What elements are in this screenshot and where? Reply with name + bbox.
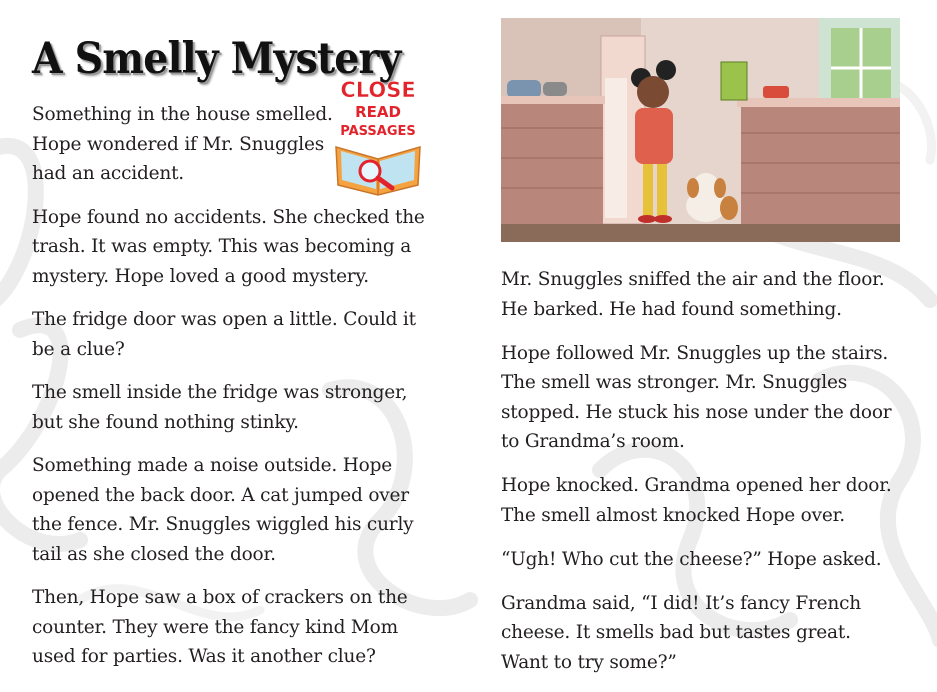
- kitchen-illustration: [501, 18, 900, 242]
- story-paragraph: Something in the house smelled. Hope wondered if Mr. Snuggles had an accident.: [32, 104, 333, 184]
- story-paragraph: Mr. Snuggles sniffed the air and the floor. He barked. He had found something.: [501, 269, 885, 320]
- story-paragraph: Hope found no accidents. She checked the trash. It was empty. This was becoming a mystery. Hope loved a good mystery.: [32, 206, 425, 287]
- story-paragraph: Hope followed Mr. Snuggles up the stairs. The smell was stronger. Mr. Snuggles stopped. He stuck his nose under the door to Grandma’s room.: [501, 342, 892, 452]
- badge-line-close: CLOSE: [340, 78, 416, 102]
- story-paragraph: “Ugh! Who cut the cheese?” Hope asked.: [501, 548, 882, 570]
- badge-line-passages: PASSAGES: [340, 124, 416, 139]
- story-paragraph: Grandma said, “I did! It’s fancy French cheese. It smells bad but tastes great. Want to try some?”: [501, 592, 861, 673]
- story-title: A Smelly Mystery: [32, 34, 401, 84]
- story-paragraph: Something made a noise outside. Hope opened the back door. A cat jumped over the fence. Mr. Snuggles wiggled his curly tail as she closed the door.: [32, 455, 414, 565]
- close-read-passages-badge: [332, 73, 424, 197]
- story-paragraph: The smell inside the fridge was stronger, but she found nothing stinky.: [32, 382, 408, 433]
- story-paragraph: Hope knocked. Grandma opened her door. The smell almost knocked Hope over.: [501, 475, 892, 526]
- badge-line-read: READ: [355, 103, 401, 121]
- story-paragraph: The fridge door was open a little. Could it be a clue?: [32, 309, 416, 360]
- story-paragraph: Then, Hope saw a box of crackers on the counter. They were the fancy kind Mom used for parties. Was it another clue?: [32, 587, 408, 667]
- right-column: [501, 18, 901, 692]
